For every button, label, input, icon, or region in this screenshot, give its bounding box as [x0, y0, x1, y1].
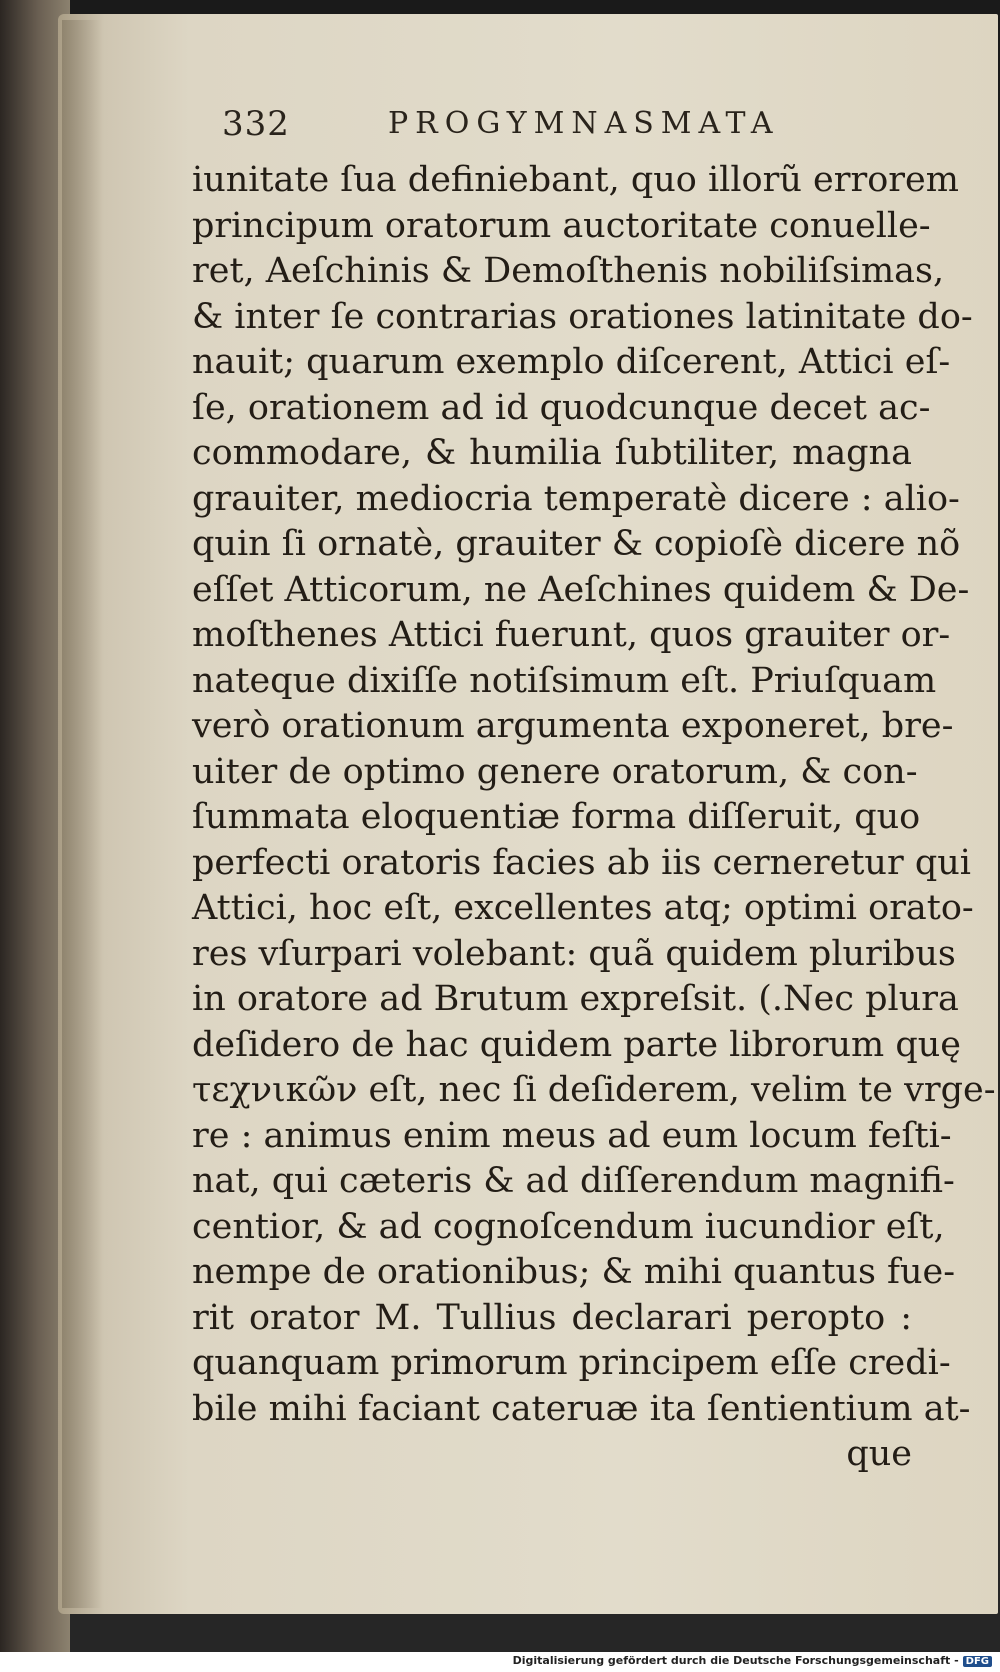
text-line: rit orator M. Tullius declarari peropto :	[192, 1297, 912, 1338]
text-line: commodare, & humilia ſubtiliter, magna	[192, 433, 912, 473]
text-line: nat, qui cæteris & ad diſſerendum magnifi-	[192, 1161, 955, 1201]
text-line: moſthenes Attici fuerunt, quos grauiter or-	[192, 615, 951, 655]
text-line: verò orationum argumenta exponeret, bre-	[192, 706, 954, 746]
text-line: quanquam primorum principem eſſe credi-	[192, 1343, 951, 1383]
text-line: res vſurpari volebant: quã quidem pluribus	[192, 933, 956, 974]
text-line: centior, & ad cognoſcendum iucundior eſt,	[192, 1206, 945, 1247]
funding-credit-text: Digitalisierung gefördert durch die Deutsche Forschungsgemeinschaft -	[512, 1654, 959, 1667]
text-line: ſummata eloquentiæ forma diſſeruit, quo	[192, 797, 921, 837]
text-line: Attici, hoc eſt, excellentes atq; optimi orato-	[192, 888, 974, 928]
text-line: in oratore ad Brutum expreſsit. (.Nec plura	[192, 979, 959, 1019]
text-line: grauiter, mediocria temperatè dicere : alio-	[192, 478, 960, 519]
catchword: que	[846, 1434, 912, 1474]
footer-bar	[0, 1652, 1000, 1672]
text-line: perfecti oratoris facies ab iis cerneretur qui	[192, 842, 971, 883]
text-line: principum oratorum auctoritate conuelle-	[192, 205, 931, 246]
text-line: re : animus enim meus ad eum locum feſti-	[192, 1115, 952, 1156]
dfg-logo: DFG	[963, 1656, 992, 1667]
text-line: uiter de optimo genere oratorum, & con-	[192, 751, 918, 792]
text-line: ſe, orationem ad id quodcunque decet ac-	[192, 387, 931, 428]
text-block	[192, 158, 996, 1478]
text-line: nauit; quarum exemplo diſcerent, Attici eſ-	[192, 342, 951, 382]
text-line: eſſet Atticorum, ne Aeſchines quidem & De-	[192, 569, 970, 610]
page-number: 332	[222, 104, 290, 144]
funding-credit	[513, 1654, 992, 1667]
text-line: nempe de orationibus; & mihi quantus fue-	[192, 1252, 956, 1292]
text-line: bile mihi faciant cateruæ ita ſentientium at-	[192, 1388, 971, 1429]
text-line: quin ſi ornatè, grauiter & copioſè dicere nõ	[192, 524, 961, 564]
text-line: τεχνικῶν eſt, nec ſi deſiderem, velim te vrge-	[192, 1070, 996, 1110]
text-line: ret, Aeſchinis & Demoſthenis nobiliſsimas,	[192, 251, 945, 291]
text-line: deſidero de hac quidem parte librorum quę	[192, 1024, 962, 1065]
text-line: & inter ſe contrarias orationes latinitate do-	[192, 296, 973, 337]
running-title: PROGYMNASMATA	[388, 106, 780, 141]
page-gutter-shadow	[62, 20, 102, 1608]
running-head	[222, 100, 842, 150]
text-line: iunitate ſua definiebant, quo illorũ errorem	[192, 160, 959, 200]
text-line: nateque dixiſſe notiſsimum eſt. Priuſquam	[192, 660, 937, 701]
